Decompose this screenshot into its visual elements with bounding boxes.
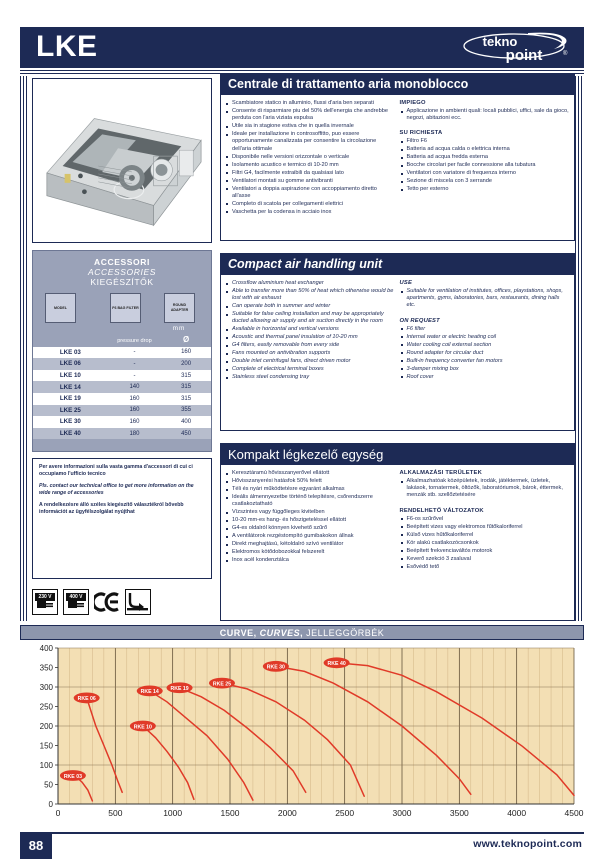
certification-icons [32, 589, 151, 615]
table-row [33, 381, 211, 393]
cell-pressure-drop: - [108, 347, 161, 359]
svg-text:100: 100 [39, 761, 53, 770]
table-row [33, 358, 211, 370]
model-icon-label: MODEL [54, 305, 67, 310]
svg-text:3000: 3000 [392, 808, 412, 818]
cell-model: LKE 03 [33, 347, 108, 359]
curve-label-rke-06 [74, 693, 100, 704]
svg-text:1500: 1500 [220, 808, 240, 818]
panel-hungarian-features-col [225, 470, 396, 572]
panel-english-title: Compact air handling unit [221, 254, 574, 275]
svg-text:350: 350 [39, 663, 53, 673]
svg-text:RKE 19: RKE 19 [170, 686, 189, 693]
hungarian-request-heading: RENDELHETŐ VÁLTOZATOK [399, 507, 484, 514]
list-item: Isolamento acustico e termico di 10-20 mm [225, 162, 396, 169]
bag-filter-icon [110, 293, 141, 323]
cell-pressure-drop: - [108, 370, 161, 382]
svg-text:RKE 10: RKE 10 [133, 724, 152, 731]
website-url[interactable]: www.teknopoint.com [473, 838, 582, 850]
svg-text:500: 500 [108, 808, 123, 818]
svg-text:250: 250 [39, 702, 53, 712]
italian-request-list [400, 138, 571, 193]
curves-title-en: CURVES [259, 628, 301, 638]
decor-stripes-left [20, 76, 29, 621]
product-photo [32, 78, 212, 243]
list-item: Scambiatore statico in alluminio, flussi d'aria ben separati [225, 100, 396, 107]
curves-section [20, 625, 584, 830]
hungarian-feature-list [225, 470, 396, 564]
list-item: Stainless steel condensing tray [225, 374, 396, 381]
list-item: Filtro F6 [400, 138, 571, 145]
list-item: Applicazione in ambienti quali: locali pubblici, uffici, sale da gioco, negozi, abitazioni ecc. [400, 108, 571, 122]
cell-diameter: 315 [161, 370, 211, 382]
svg-text:150: 150 [39, 741, 53, 751]
product-photo-illustration [33, 79, 211, 242]
plug-icon [68, 599, 85, 610]
cell-pressure-drop: 140 [108, 381, 161, 393]
curve-label-rke-25 [209, 678, 235, 689]
cell-pressure-drop: 160 [108, 405, 161, 417]
plug-icon [37, 599, 54, 610]
accessories-title-hu: KIEGÉSZÍTŐK [90, 277, 154, 287]
svg-text:1000: 1000 [163, 808, 183, 818]
cell-diameter: 450 [161, 428, 211, 440]
english-request-heading: ON REQUEST [399, 317, 440, 324]
note-english: Pls. contact our technical office to get more information on the wide range of accessories [39, 483, 194, 496]
voltage-230v-label: 230 V [35, 593, 55, 601]
curves-title-it: CURVE [219, 628, 254, 638]
cell-diameter: 160 [161, 347, 211, 359]
svg-text:4000: 4000 [507, 808, 527, 818]
panel-english [220, 253, 575, 431]
diameter-symbol: Ø [182, 335, 190, 345]
table-row [33, 416, 211, 428]
svg-text:0: 0 [48, 800, 53, 809]
voltage-400v-label: 400 V [66, 593, 86, 601]
list-item: Water cooling coil external section [400, 342, 571, 349]
list-item: Ventilatori montati su gomme antivibranti [225, 178, 396, 185]
accessories-title [33, 251, 211, 287]
english-request-list [400, 326, 571, 381]
svg-text:400: 400 [39, 644, 53, 653]
list-item: F6 filter [400, 326, 571, 333]
list-item: Külső vizes hűtőkaloriferrel [400, 532, 571, 539]
list-item: Kör alakú csatlakozócsonkok [400, 540, 571, 547]
cell-diameter: 200 [161, 358, 211, 370]
list-item: Double inlet centrifugal fans, direct driven motor [225, 358, 396, 365]
list-item: Internal water or electric heating coil [400, 334, 571, 341]
italian-feature-list [225, 100, 396, 216]
svg-text:200: 200 [39, 722, 53, 731]
english-feature-list [225, 280, 396, 382]
accessories-title-en: ACCESSORIES [87, 267, 156, 277]
list-item: Utile sia in stagione estiva che in quella invernale [225, 123, 396, 130]
list-item: Completo di scatola per collegamenti elettrici [225, 201, 396, 208]
cell-model: LKE 25 [33, 405, 108, 417]
table-row [33, 405, 211, 417]
panel-hungarian-use-col [400, 470, 571, 572]
list-item: A ventilátorok rezgéstompító gumibakokon állnak [225, 533, 396, 540]
panel-italian-use-col [400, 100, 571, 217]
list-item: Sezione di miscela con 3 serrande [400, 178, 571, 185]
cell-pressure-drop: 160 [108, 416, 161, 428]
list-item: G4-es oldalról könnyen kivehető szűrő [225, 525, 396, 532]
panel-italian-title: Centrale di trattamento aria monoblocco [221, 74, 574, 95]
list-item: Direkt meghajtású, kétoldalró szívó ventilátor [225, 541, 396, 548]
list-item: Vízszintes vagy függőleges kivitelben [225, 509, 396, 516]
table-row [33, 393, 211, 405]
panel-english-features-col [225, 280, 396, 382]
page-title: LKE [36, 30, 98, 63]
page-number: 88 [20, 832, 52, 859]
list-item: Ventilatori a doppia aspirazione con accoppiamento diretto all'asse [225, 186, 396, 200]
decor-stripes-right [575, 76, 584, 621]
curves-title: CURVE, CURVES, JELLEGGÖRBÉK [20, 625, 584, 640]
list-item: Ideális álmennyezetbe történő telepítésre, csőrendszerre csatlakoztatható [225, 494, 396, 508]
list-item: Crossflow aluminium heat exchanger [225, 280, 396, 287]
italian-use-list [400, 108, 571, 122]
accessories-note-box [32, 458, 212, 579]
list-item: Acoustic and thermal panel insulation of 10-20 mm [225, 334, 396, 341]
round-adapter-icon-label: ROUND ADAPTER [170, 303, 189, 312]
list-item: Suitable for false ceiling installation and may be appropriately ducted allowing air supply and air suction directly in the room [225, 311, 396, 325]
list-item: Suitable for ventilation of institutes, offices, playstations, shops, apartments, gyms, laboratories, bars, restaurants, dining halls etc. [400, 288, 571, 310]
cell-diameter: 315 [161, 393, 211, 405]
list-item: Keverő szekció 3 zsaluval [400, 556, 571, 563]
list-item: Filtri G4, facilmente estraibili da qualsiasi lato [225, 170, 396, 177]
cell-pressure-drop: - [108, 358, 161, 370]
cell-model: LKE 19 [33, 393, 108, 405]
curve-label-rke-10 [130, 721, 156, 732]
list-item: F6-os szűrővel [400, 516, 571, 523]
english-use-list [400, 288, 571, 310]
footer-divider [20, 832, 584, 834]
cell-diameter: 400 [161, 416, 211, 428]
list-item: Beépített vizes vagy elektromos fűtőkaloriferrel [400, 524, 571, 531]
panel-hungarian [220, 443, 575, 621]
accessories-icon-row [33, 293, 211, 333]
table-row [33, 347, 211, 359]
ce-icon [94, 592, 120, 612]
english-use-heading: USE [399, 280, 413, 286]
list-item: Tetto per esterno [400, 186, 571, 193]
voltage-400v-icon [63, 589, 89, 615]
curve-label-rke-19 [167, 682, 193, 693]
hungarian-use-heading: ALKALMAZÁSI TERÜLETEK [399, 470, 482, 476]
svg-text:2500: 2500 [335, 808, 355, 818]
list-item: Round adapter for circular duct [400, 350, 571, 357]
note-italian: Per avere informazioni sulla vasta gamma d'accessori di cui ci occupiamo l'ufficio tecnico [39, 464, 193, 477]
panel-italian-features-col [225, 100, 396, 217]
cell-pressure-drop: 160 [108, 393, 161, 405]
curve-label-rke-03 [60, 770, 86, 781]
list-item: Batteria ad acqua calda o elettrica interna [400, 146, 571, 153]
list-item: Able to transfer more than 50% of heat which otherwise would be lost with air exhaust [225, 288, 396, 302]
italian-use-heading: IMPIEGO [399, 100, 426, 106]
hungarian-use-list [400, 478, 571, 500]
ce-mark-icon [94, 589, 120, 615]
list-item: Ideale per installazione in controsoffitto, puo essere opportunamente canalizzata per consentire la circolazione dell'aria ottimale [225, 131, 396, 153]
cell-model: LKE 40 [33, 428, 108, 440]
list-item: Keresztáramú hővisszanyerővel ellátott [225, 470, 396, 477]
list-item: Disponibile nelle versioni orizzontale o verticale [225, 154, 396, 161]
list-item: Inox acél kondenztálca [225, 557, 396, 564]
cell-pressure-drop: 180 [108, 428, 161, 440]
list-item: G4 filters, easily removable from every side [225, 342, 396, 349]
table-row [33, 428, 211, 440]
curve-label-rke-40 [324, 657, 350, 668]
list-item: Can operate both in summer and winter [225, 303, 396, 310]
column-header-model [33, 335, 108, 347]
duct-icon [126, 590, 149, 613]
svg-text:4500: 4500 [564, 808, 584, 818]
list-item: Elektromos kötődobozokkal felszerelt [225, 549, 396, 556]
svg-text:0: 0 [55, 808, 61, 818]
teknopoint-logo [456, 29, 574, 66]
table-header-row [33, 335, 211, 347]
list-item: Ventilatori con variatore di frequenza interno [400, 170, 571, 177]
panel-italian [220, 73, 575, 241]
curves-plot [20, 642, 584, 830]
voltage-230v-icon [32, 589, 58, 615]
list-item: Bocche circolari per facile connessione alla tubatura [400, 162, 571, 169]
svg-text:RKE 03: RKE 03 [63, 773, 82, 780]
logo-text-bottom: point [505, 47, 543, 64]
svg-text:50: 50 [44, 780, 53, 790]
duct-connection-icon [125, 589, 151, 615]
cell-model: LKE 06 [33, 358, 108, 370]
list-item: 10-20 mm-es hang- és hőszigeteléssel ellátott [225, 517, 396, 524]
svg-text:RKE 25: RKE 25 [212, 681, 232, 688]
logo-text-top: tekno [482, 34, 518, 49]
list-item: Esővédő tető [400, 564, 571, 571]
model-icon [45, 293, 76, 323]
svg-text:3500: 3500 [449, 808, 469, 818]
list-item: Consente di risparmiare piu del 50% dell'energia che andrebbe perduta con l'aria viziata espulsa [225, 108, 396, 122]
unit-label: mm [172, 325, 186, 332]
curve-label-rke-30 [263, 661, 289, 672]
cell-diameter: 315 [161, 381, 211, 393]
list-item: Available in horizontal and vertical versions [225, 326, 396, 333]
curve-label-rke-14 [137, 686, 163, 697]
list-item: Roof cover [400, 374, 571, 381]
italian-request-heading: SU RICHIESTA [399, 130, 443, 137]
cell-model: LKE 10 [33, 370, 108, 382]
list-item: Beépített frekvenciaváltós motorok [400, 548, 571, 555]
curves-title-hu: JELLEGGÖRBÉK [306, 628, 385, 638]
svg-text:300: 300 [39, 683, 53, 692]
svg-text:RKE 40: RKE 40 [327, 661, 346, 668]
cell-model: LKE 30 [33, 416, 108, 428]
list-item: Téli és nyári működtetésre egyaránt alkalmas [225, 486, 396, 493]
accessories-title-it: ACCESSORI [94, 257, 150, 267]
bag-filter-icon-label: F6 BAG FILTER [112, 305, 139, 310]
list-item: Complete of electrical terminal boxes [225, 366, 396, 373]
column-header-pressure-drop: pressure drop [108, 335, 161, 347]
accessories-table [33, 335, 211, 439]
cell-model: LKE 14 [33, 381, 108, 393]
list-item: Batteria ad acqua fredda esterna [400, 154, 571, 161]
accessories-table-block [32, 250, 212, 452]
list-item: Fans mounted on antivibration supports [225, 350, 396, 357]
panel-english-use-col [400, 280, 571, 382]
list-item: Alkalmazhatóak középületek, irodák, játéktermek, üzletek, lakások, tornatermek, öltözők, laboratóriumok, bárok, éttermek, menzák stb. szellőztetésére [400, 478, 571, 500]
table-row [33, 370, 211, 382]
svg-text:2000: 2000 [277, 808, 297, 818]
svg-text:®: ® [563, 51, 568, 57]
round-adapter-icon [164, 293, 195, 323]
header-banner [20, 27, 584, 67]
list-item: Hővisszanyerési hatásfok 50% felett [225, 478, 396, 485]
list-item: Built-in frequency converter fan motors [400, 358, 571, 365]
column-header-diameter [161, 335, 211, 347]
performance-curves-chart [20, 642, 584, 830]
svg-text:RKE 30: RKE 30 [266, 664, 285, 671]
list-item: Vaschetta per la codensa in acciaio inox [225, 209, 396, 216]
panel-hungarian-title: Kompakt légkezelő egység [221, 444, 574, 465]
svg-text:RKE 14: RKE 14 [140, 689, 159, 696]
list-item: 3-damper mixing box [400, 366, 571, 373]
hungarian-request-list [400, 516, 571, 571]
svg-text:RKE 06: RKE 06 [77, 696, 96, 703]
note-hungarian: A rendelkezésre álló széles kiegészítő választékról bővebb információt az ügyfélszolgálat nyújthat [39, 502, 184, 515]
cell-diameter: 355 [161, 405, 211, 417]
